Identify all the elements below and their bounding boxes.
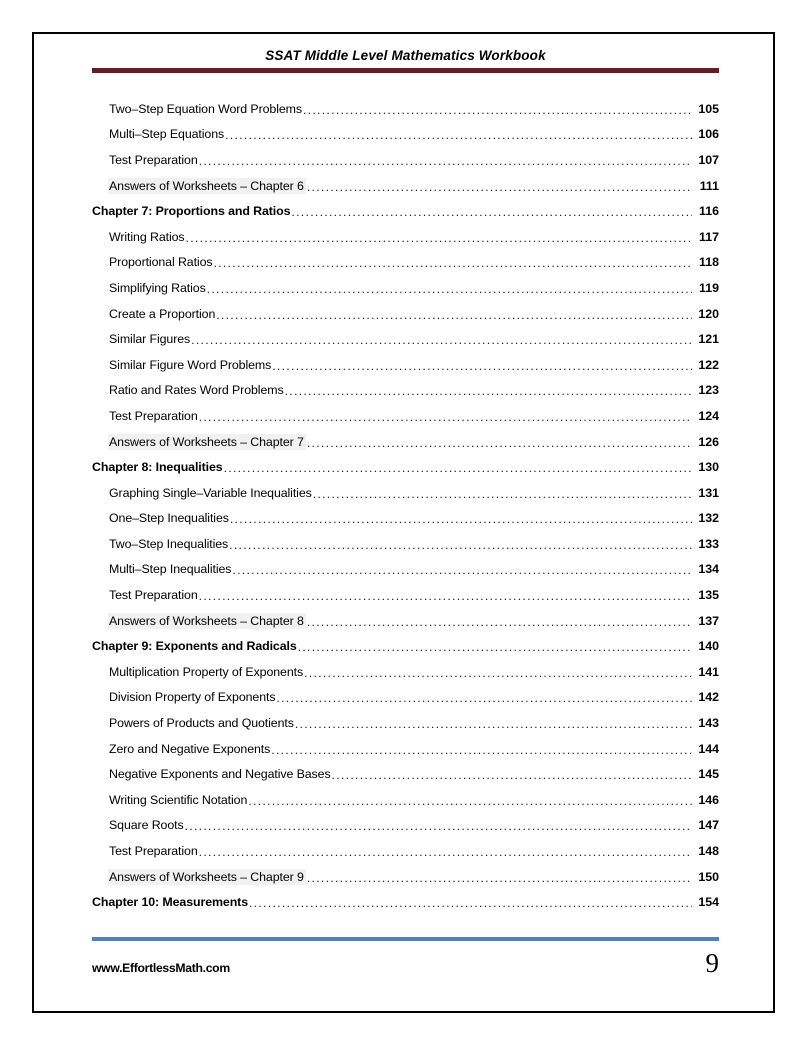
toc-dot-leader bbox=[199, 409, 692, 423]
toc-dot-leader bbox=[272, 358, 692, 372]
toc-entry-label: Chapter 9: Exponents and Radicals bbox=[92, 639, 297, 654]
toc-dot-leader bbox=[191, 332, 692, 346]
toc-entry[interactable] bbox=[92, 813, 719, 839]
toc-dot-leader bbox=[271, 742, 692, 756]
footer-website-link[interactable]: www.EffortlessMath.com bbox=[92, 961, 230, 975]
toc-dot-leader bbox=[216, 307, 692, 321]
toc-entry[interactable] bbox=[92, 96, 719, 122]
toc-entry-label: Two–Step Equation Word Problems bbox=[109, 101, 302, 116]
toc-entry[interactable] bbox=[92, 608, 719, 634]
toc-entry-page-number: 122 bbox=[698, 357, 719, 372]
toc-dot-leader bbox=[285, 383, 692, 397]
toc-entry[interactable] bbox=[92, 838, 719, 864]
toc-entry[interactable] bbox=[92, 250, 719, 276]
page-frame bbox=[32, 32, 775, 1013]
toc-entry-label: Test Preparation bbox=[109, 844, 198, 859]
toc-entry-label: Zero and Negative Exponents bbox=[109, 741, 271, 756]
toc-entry[interactable] bbox=[92, 582, 719, 608]
toc-entry[interactable] bbox=[92, 480, 719, 506]
toc-entry-page-number: 142 bbox=[698, 690, 719, 705]
toc-entry-page-number: 121 bbox=[698, 332, 719, 347]
toc-dot-leader bbox=[248, 793, 692, 807]
toc-entry[interactable] bbox=[92, 429, 719, 455]
toc-entry-page-number: 105 bbox=[698, 101, 719, 116]
toc-entry-label: Answers of Worksheets – Chapter 6 bbox=[109, 178, 304, 193]
toc-entry-label: Answers of Worksheets – Chapter 8 bbox=[109, 613, 304, 628]
toc-entry[interactable] bbox=[92, 557, 719, 583]
toc-dot-leader bbox=[291, 204, 692, 218]
toc-entry-label: Test Preparation bbox=[109, 588, 198, 603]
toc-entry-page-number: 148 bbox=[698, 844, 719, 859]
toc-entry-page-number: 118 bbox=[699, 255, 719, 270]
toc-entry-page-number: 154 bbox=[698, 895, 719, 910]
toc-dot-leader bbox=[276, 690, 692, 704]
toc-entry-page-number: 133 bbox=[698, 536, 719, 551]
toc-entry[interactable] bbox=[92, 352, 719, 378]
toc-dot-leader bbox=[224, 460, 692, 474]
toc-entry-page-number: 135 bbox=[698, 588, 719, 603]
toc-entry-label: Chapter 10: Measurements bbox=[92, 895, 248, 910]
toc-dot-leader bbox=[295, 716, 692, 730]
toc-dot-leader bbox=[307, 435, 692, 449]
toc-dot-leader bbox=[303, 102, 692, 116]
toc-entry[interactable] bbox=[92, 531, 719, 557]
toc-entry-page-number: 146 bbox=[698, 792, 719, 807]
toc-entry-label: Create a Proportion bbox=[109, 306, 216, 321]
toc-entry[interactable] bbox=[92, 736, 719, 762]
toc-entry-label: Division Property of Exponents bbox=[109, 690, 276, 705]
toc-entry-label: Writing Ratios bbox=[109, 229, 185, 244]
toc-dot-leader bbox=[229, 537, 692, 551]
toc-entry[interactable] bbox=[92, 147, 719, 173]
toc-entry-label: Graphing Single–Variable Inequalities bbox=[109, 485, 312, 500]
toc-entry[interactable] bbox=[92, 787, 719, 813]
toc-dot-leader bbox=[307, 179, 692, 193]
toc-entry[interactable] bbox=[92, 403, 719, 429]
toc-entry-page-number: 120 bbox=[698, 306, 719, 321]
page-header bbox=[92, 48, 719, 73]
toc-entry-label: Writing Scientific Notation bbox=[109, 792, 248, 807]
toc-entry-page-number: 141 bbox=[698, 664, 719, 679]
toc-dot-leader bbox=[230, 511, 692, 525]
toc-entry-label: Negative Exponents and Negative Bases bbox=[109, 767, 331, 782]
toc-dot-leader bbox=[199, 153, 692, 167]
toc-entry-label: Two–Step Inequalities bbox=[109, 536, 229, 551]
toc-entry-page-number: 134 bbox=[698, 562, 719, 577]
toc-entry-label: One–Step Inequalities bbox=[109, 511, 229, 526]
toc-entry-label: Simplifying Ratios bbox=[109, 280, 206, 295]
toc-entry[interactable] bbox=[92, 326, 719, 352]
page-footer bbox=[92, 937, 719, 979]
toc-entry-label: Answers of Worksheets – Chapter 9 bbox=[109, 869, 304, 884]
toc-entry[interactable] bbox=[92, 173, 719, 199]
header-rule bbox=[92, 68, 719, 73]
toc-entry[interactable] bbox=[92, 275, 719, 301]
toc-dot-leader bbox=[307, 614, 692, 628]
toc-entry-page-number: 140 bbox=[698, 639, 719, 654]
toc-dot-leader bbox=[199, 844, 692, 858]
toc-entry-page-number: 137 bbox=[698, 613, 719, 628]
toc-entry-page-number: 126 bbox=[698, 434, 719, 449]
toc-entry-label: Square Roots bbox=[109, 818, 184, 833]
toc-entry[interactable] bbox=[92, 506, 719, 532]
toc-dot-leader bbox=[332, 767, 692, 781]
toc-entry[interactable] bbox=[92, 378, 719, 404]
toc-entry-page-number: 143 bbox=[698, 716, 719, 731]
toc-entry-page-number: 116 bbox=[699, 204, 719, 219]
toc-entry-page-number: 111 bbox=[699, 178, 719, 193]
toc-entry-page-number: 124 bbox=[698, 408, 719, 423]
toc-entry-label: Ratio and Rates Word Problems bbox=[109, 383, 284, 398]
toc-entry[interactable] bbox=[92, 710, 719, 736]
page-number: 9 bbox=[705, 948, 719, 979]
toc-entry-label: Answers of Worksheets – Chapter 7 bbox=[109, 434, 304, 449]
toc-dot-leader bbox=[232, 562, 692, 576]
toc-entry-label: Similar Figures bbox=[109, 332, 191, 347]
toc-dot-leader bbox=[199, 588, 692, 602]
toc-entry-page-number: 132 bbox=[698, 511, 719, 526]
table-of-contents bbox=[92, 96, 719, 915]
toc-entry-page-number: 144 bbox=[698, 741, 719, 756]
toc-entry[interactable] bbox=[92, 685, 719, 711]
toc-dot-leader bbox=[225, 127, 692, 141]
toc-entry-label: Powers of Products and Quotients bbox=[109, 716, 294, 731]
toc-entry-page-number: 147 bbox=[698, 818, 719, 833]
toc-entry[interactable] bbox=[92, 122, 719, 148]
toc-dot-leader bbox=[185, 818, 692, 832]
toc-entry-label: Similar Figure Word Problems bbox=[109, 357, 272, 372]
toc-entry-label: Chapter 7: Proportions and Ratios bbox=[92, 204, 291, 219]
toc-entry[interactable] bbox=[92, 889, 719, 915]
toc-entry-page-number: 106 bbox=[698, 127, 719, 142]
toc-dot-leader bbox=[249, 895, 692, 909]
toc-dot-leader bbox=[307, 870, 692, 884]
toc-entry-page-number: 150 bbox=[698, 869, 719, 884]
toc-entry-page-number: 130 bbox=[698, 460, 719, 475]
toc-entry-page-number: 123 bbox=[698, 383, 719, 398]
toc-entry-page-number: 117 bbox=[699, 229, 719, 244]
toc-entry-label: Test Preparation bbox=[109, 152, 198, 167]
toc-entry[interactable] bbox=[92, 633, 719, 659]
toc-dot-leader bbox=[313, 486, 692, 500]
toc-dot-leader bbox=[186, 230, 693, 244]
toc-entry-label: Multi–Step Inequalities bbox=[109, 562, 232, 577]
toc-dot-leader bbox=[298, 639, 692, 653]
footer-rule bbox=[92, 937, 719, 941]
toc-dot-leader bbox=[304, 665, 692, 679]
toc-entry-page-number: 119 bbox=[699, 280, 719, 295]
toc-entry-page-number: 145 bbox=[698, 767, 719, 782]
toc-entry[interactable] bbox=[92, 659, 719, 685]
toc-entry-label: Chapter 8: Inequalities bbox=[92, 460, 223, 475]
toc-dot-leader bbox=[207, 281, 692, 295]
toc-entry[interactable] bbox=[92, 761, 719, 787]
toc-entry[interactable] bbox=[92, 454, 719, 480]
header-title: SSAT Middle Level Mathematics Workbook bbox=[265, 48, 546, 63]
toc-entry-label: Multiplication Property of Exponents bbox=[109, 664, 304, 679]
toc-entry-page-number: 107 bbox=[698, 152, 719, 167]
toc-entry-page-number: 131 bbox=[698, 485, 719, 500]
toc-entry-label: Test Preparation bbox=[109, 408, 198, 423]
toc-entry-label: Multi–Step Equations bbox=[109, 127, 225, 142]
toc-entry[interactable] bbox=[92, 224, 719, 250]
toc-entry[interactable] bbox=[92, 864, 719, 890]
toc-entry-label: Proportional Ratios bbox=[109, 255, 213, 270]
toc-entry[interactable] bbox=[92, 198, 719, 224]
toc-dot-leader bbox=[213, 255, 692, 269]
toc-entry[interactable] bbox=[92, 301, 719, 327]
